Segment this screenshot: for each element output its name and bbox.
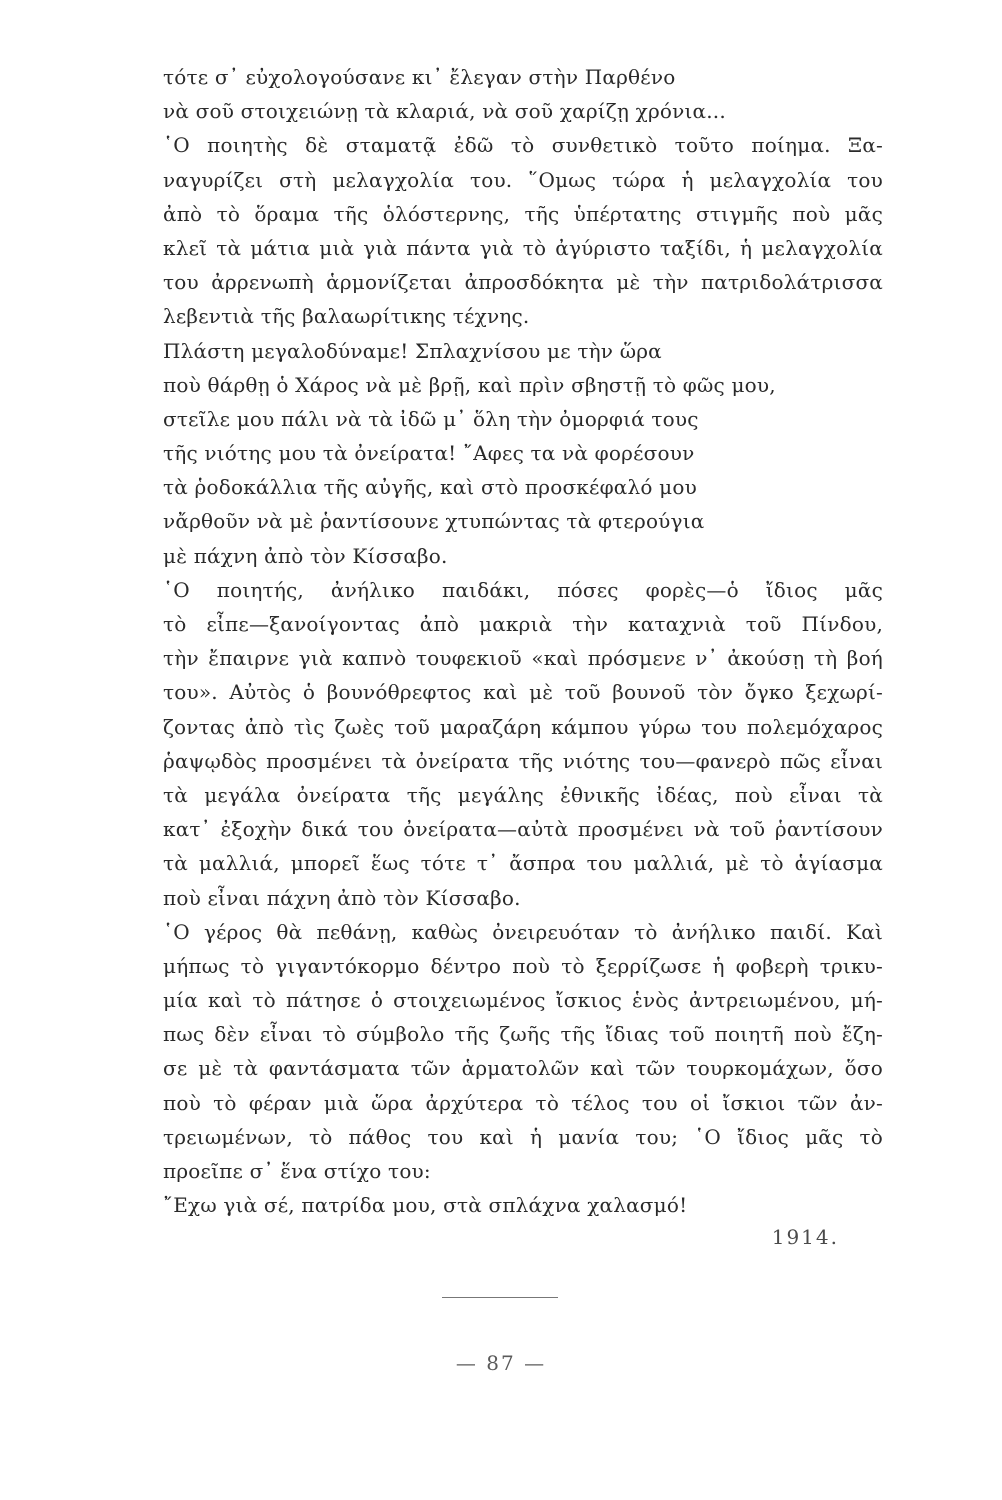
text-line: ῾Ο γέρος θὰ πεθάνῃ, καθὼς ὀνειρευόταν τὸ ἀνήλικο παιδί. Καὶ <box>163 919 883 944</box>
text-line: τὰ μεγάλα ὀνείρατα τῆς μεγάλης ἐθνικῆς ἰδέας, ποὺ εἶναι τὰ <box>163 782 883 807</box>
text-line: τότε σ᾽ εὐχολογούσανε κι᾽ ἔλεγαν στὴν Παρθένο <box>163 65 676 89</box>
text-line: κλεῖ τὰ μάτια μιὰ γιὰ πάντα γιὰ τὸ ἀγύριστο ταξίδι, ἡ μελαγχολία <box>163 235 883 260</box>
text-line: νὰ σοῦ στοιχειώνῃ τὰ κλαριά, νὰ σοῦ χαρίζῃ χρόνια... <box>163 99 726 124</box>
text-line: ζοντας ἀπὸ τὶς ζωὲς τοῦ μαραζάρη κάμπου γύρω του πολεμόχαρος <box>163 714 883 739</box>
text-line: λεβεντιὰ τῆς βαλαωρίτικης τέχνης. <box>163 304 530 329</box>
text-line: ναγυρίζει στὴ μελαγχολία του. ῞Ομως τώρα ἡ μελαγχολία του <box>163 167 883 192</box>
verse-line: ῎Εχω γιὰ σέ, πατρίδα μου, στὰ σπλάχνα χαλασμό! <box>163 1193 688 1218</box>
text-line: τὴν ἔπαιρνε γιὰ καπνὸ τουφεκιοῦ «καὶ πρόσμενε ν᾽ ἀκούσῃ τὴ βοή <box>163 646 883 671</box>
text-line: νἄρθοῦν νὰ μὲ ῥαντίσουνε χτυπώντας τὰ φτερούγια <box>163 509 705 534</box>
text-line: μὲ πάχνη ἀπὸ τὸν Κίσσαβο. <box>163 543 448 568</box>
text-line: του». Αὐτὸς ὁ βουνόθρεφτος καὶ μὲ τοῦ βουνοῦ τὸν ὄγκο ξεχωρί- <box>163 680 883 705</box>
text-line: ῾Ο ποιητὴς δὲ σταματᾷ ἐδῶ τὸ συνθετικὸ τοῦτο ποίημα. Ξα- <box>163 133 883 158</box>
text-line: ῥαψῳδὸς προσμένει τὰ ὀνείρατα τῆς νιότης του—φανερὸ πῶς εἶναι <box>163 748 883 773</box>
text-line: τὰ ῥοδοκάλλια τῆς αὐγῆς, καὶ στὸ προσκέφαλό μου <box>163 475 697 500</box>
text-line: τὸ εἶπε—ξανοίγοντας ἀπὸ μακριὰ τὴν καταχνιὰ τοῦ Πίνδου, <box>163 612 883 636</box>
date-signature: 1914. <box>771 1225 839 1249</box>
text-line: ποὺ τὸ φέραν μιὰ ὥρα ἀρχύτερα τὸ τέλος του οἱ ἴσκιοι τῶν ἀν- <box>163 1090 883 1115</box>
text-line: ποὺ θάρθῃ ὁ Χάρος νὰ μὲ βρῇ, καὶ πρὶν σβηστῇ τὸ φῶς μου, <box>163 372 776 397</box>
text-line: πως δὲν εἶναι τὸ σύμβολο τῆς ζωῆς τῆς ἴδιας τοῦ ποιητῆ ποὺ ἔζη- <box>163 1022 883 1047</box>
text-line: κατ᾽ ἐξοχὴν δικά του ὀνείρατα—αὐτὰ προσμένει νὰ τοῦ ῥαντίσουν <box>163 817 883 842</box>
section-divider <box>442 1297 558 1298</box>
text-line: ἀπὸ τὸ ὅραμα τῆς ὁλόστερνης, τῆς ὑπέρτατης στιγμῆς ποὺ μᾶς <box>163 201 883 226</box>
text-line: μία καὶ τὸ πάτησε ὁ στοιχειωμένος ἴσκιος ἑνὸς ἀντρειωμένου, μή- <box>163 988 883 1013</box>
body-text <box>163 60 883 1222</box>
text-line: τρειωμένων, τὸ πάθος του καὶ ἡ μανία του; ῾Ο ἴδιος μᾶς τὸ <box>163 1124 883 1149</box>
text-line: Πλάστη μεγαλοδύναμε! Σπλαχνίσου με τὴν ὥρα <box>163 338 662 363</box>
text-line: ῾Ο ποιητής, ἀνήλικο παιδάκι, πόσες φορὲς—ὁ ἴδιος μᾶς <box>163 577 883 602</box>
text-line: τὰ μαλλιά, μπορεῖ ἕως τότε τ᾽ ἄσπρα του μαλλιά, μὲ τὸ ἁγίασμα <box>163 851 883 876</box>
text-line: ποὺ εἶναι πάχνη ἀπὸ τὸν Κίσσαβο. <box>163 885 521 910</box>
text-line: του ἀρρενωπὴ ἁρμονίζεται ἀπροσδόκητα μὲ τὴν πατριδολάτρισσα <box>163 270 883 295</box>
text-line: στεῖλε μου πάλι νὰ τὰ ἰδῶ μ᾽ ὅλη τὴν ὀμορφιά τους <box>163 406 699 431</box>
text-line: τῆς νιότης μου τὰ ὀνείρατα! ῎Αφες τα νὰ φορέσουν <box>163 441 695 466</box>
text-line: μήπως τὸ γιγαντόκορμο δέντρο ποὺ τὸ ξερρίζωσε ἡ φοβερὴ τρικυ- <box>163 953 883 978</box>
text-line: σε μὲ τὰ φαντάσματα τῶν ἁρματολῶν καὶ τῶν τουρκομάχων, ὅσο <box>163 1056 883 1081</box>
page-number: — 87 — <box>455 1351 547 1375</box>
text-line: προεῖπε σ᾽ ἕνα στίχο του: <box>163 1159 431 1183</box>
